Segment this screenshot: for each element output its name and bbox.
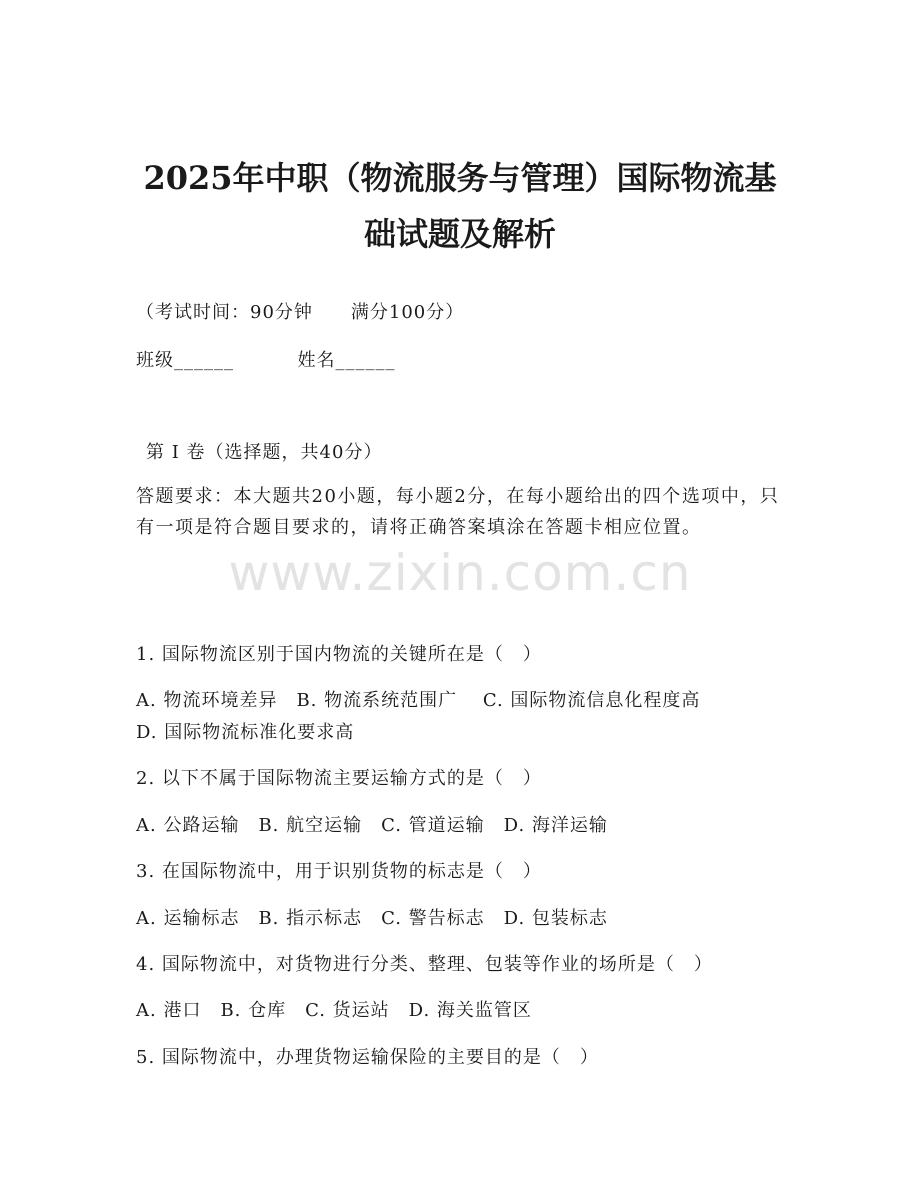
- question-1-stem: 1. 国际物流区别于国内物流的关键所在是（ ）: [136, 644, 542, 665]
- section-title: 第 I 卷（选择题，共40分）: [146, 442, 383, 463]
- question-4-options: A. 港口 B. 仓库 C. 货运站 D. 海关监管区: [136, 1000, 532, 1021]
- question-3-stem: 3. 在国际物流中，用于识别货物的标志是（ ）: [136, 861, 542, 882]
- instructions: 答题要求：本大题共20小题，每小题2分，在每小题给出的四个选项中，只有一项是符合题目要求的，请将正确答案填涂在答题卡相应位置。: [136, 486, 780, 538]
- name-label: 姓名______: [297, 350, 396, 371]
- question-4-stem: 4. 国际物流中，对货物进行分类、整理、包装等作业的场所是（ ）: [136, 954, 713, 975]
- question-1-options-line-2: D. 国际物流标准化要求高: [136, 722, 355, 743]
- question-5-stem: 5. 国际物流中，办理货物运输保险的主要目的是（ ）: [136, 1047, 599, 1068]
- title-line-2: 础试题及解析: [363, 215, 556, 253]
- title-line-1: 2025年中职（物流服务与管理）国际物流基: [143, 159, 777, 197]
- question-2-stem: 2. 以下不属于国际物流主要运输方式的是（ ）: [136, 768, 542, 789]
- class-label: 班级______: [136, 350, 234, 371]
- question-3-options: A. 运输标志 B. 指示标志 C. 警告标志 D. 包装标志: [136, 908, 608, 929]
- exam-info: （考试时间：90分钟 满分100分）: [136, 302, 465, 323]
- question-2-options: A. 公路运输 B. 航空运输 C. 管道运输 D. 海洋运输: [136, 815, 608, 836]
- student-info: [136, 349, 395, 373]
- document-title: [100, 150, 820, 262]
- watermark: www.zixin.com.cn: [228, 544, 692, 602]
- question-1-options-line-1: A. 物流环境差异 B. 物流系统范围广 C. 国际物流信息化程度高: [136, 690, 701, 711]
